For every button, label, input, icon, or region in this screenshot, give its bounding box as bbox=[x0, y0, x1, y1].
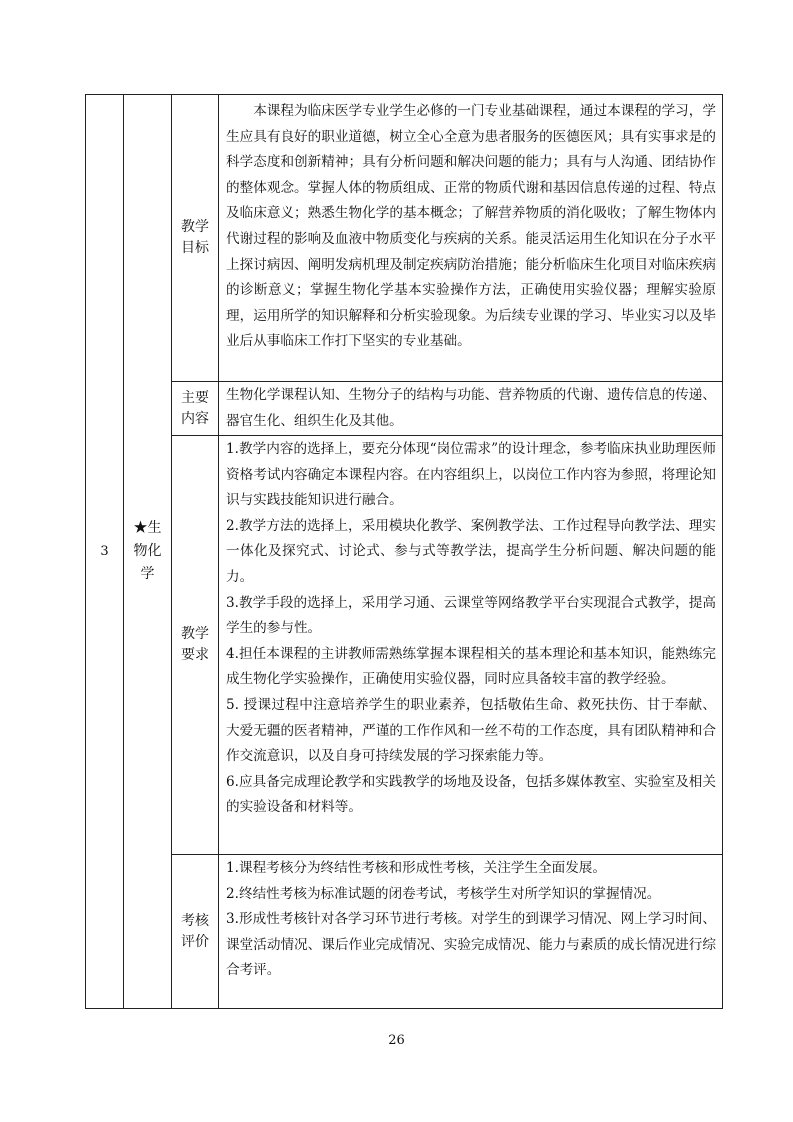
requirements-text-cell bbox=[219, 436, 723, 855]
requirement-item-3: 3.教学手段的选择上，采用学习通、云课堂等网络教学平台实现混合式教学，提高学生的参与性。 bbox=[226, 594, 716, 637]
course-table bbox=[85, 94, 723, 1009]
content-label-line-2: 内容 bbox=[181, 410, 209, 427]
course-number: 3 bbox=[100, 544, 109, 559]
course-name-cell bbox=[124, 95, 172, 1009]
assessment-item-3: 3.形成性考核针对各学习环节进行考核。对学生的到课学习情况、网上学习时间、课堂活动情况、课后作业完成情况、实验完成情况、能力与素质的成长情况进行综合考评。 bbox=[226, 911, 716, 979]
page-number: 26 bbox=[388, 1033, 405, 1048]
content-label-line-1: 主要 bbox=[181, 389, 209, 406]
requirement-item-5: 5. 授课过程中注意培养学生的职业素养，包括敬佑生命、救死扶伤、甘于奉献、大爱无疆的医者精神，严谨的工作作风和一丝不苟的工作态度，具有团队精神和合作交流意识，以及自身可持续发展的学习探索能力等。 bbox=[226, 696, 716, 765]
requirement-item-1: 1.教学内容的选择上，要充分体现“岗位需求”的设计理念，参考临床执业助理医师资格考试内容确定本课程内容。在内容组织上，以岗位工作内容为参照，将理论知识与实践技能知识进行融合。 bbox=[226, 441, 716, 509]
objectives-row bbox=[86, 95, 723, 382]
course-name-line-2: 物化 bbox=[133, 543, 162, 559]
content-text-cell bbox=[219, 382, 723, 436]
assessment-item-1: 1.课程考核分为终结性考核和形成性考核，关注学生全面发展。 bbox=[226, 860, 606, 876]
requirement-item-6: 6.应具备完成理论教学和实践教学的场地及设备，包括多媒体教室、实验室及相关的实验设备和材料等。 bbox=[226, 773, 716, 816]
course-name-line-3: 学 bbox=[140, 566, 155, 582]
requirement-item-2: 2.教学方法的选择上，采用模块化教学、案例教学法、工作过程导向教学法、理实一体化及探究式、讨论式、参与式等教学法，提高学生分析问题、解决问题的能力。 bbox=[226, 517, 716, 585]
assessment-item-2: 2.终结性考核为标准试题的闭卷考试，考核学生对所学知识的掌握情况。 bbox=[226, 885, 661, 902]
requirement-item-4: 4.担任本课程的主讲教师需熟练掌握本课程相关的基本理论和基本知识，能熟练完成生物化学实验操作，正确使用实验仪器，同时应具备较丰富的教学经验。 bbox=[226, 645, 716, 688]
objectives-label-line-1: 教学 bbox=[181, 219, 209, 235]
course-number-cell bbox=[86, 95, 124, 1009]
assessment-text-cell bbox=[219, 855, 723, 1009]
objectives-text: 本课程为临床医学专业学生必修的一门专业基础课程，通过本课程的学习，学生应具有良好的职业道德，树立全心全意为患者服务的医德医风；具有实事求是的科学态度和创新精神；具有分析问题和解决问题的能力；具有与人沟通、团结协作的整体观念。掌握人体的物质组成、正常的物质代谢和基因信息传递的过程、特点及临床意义；熟悉生物化学的基本概念；了解营养物质的消化吸收；了解生物体内代谢过程的影响及血液中物质变化与疾病的关系。能灵活运用生化知识在分子水平上探讨病因、阐明发病机理及制定疾病防治措施；能分析临床生化项目对临床疾病的诊断意义；掌握生物化学基本实验操作方法，正确使用实验仪器；理解实验原理，运用所学的知识解释和分析实验现象。为后续专业课的学习、毕业实习以及毕业后从事临床工作打下坚实的专业基础。 bbox=[226, 103, 716, 350]
content-text: 生物化学课程认知、生物分子的结构与功能、营养物质的代谢、遗传信息的传递、器官生化、组织生化及其他。 bbox=[226, 387, 716, 429]
requirements-label-cell bbox=[172, 436, 219, 855]
objectives-text-cell bbox=[219, 95, 723, 382]
requirements-label-line-2: 要求 bbox=[181, 647, 209, 663]
content-row bbox=[86, 382, 723, 436]
requirements-label-line-1: 教学 bbox=[181, 626, 209, 642]
objectives-label-line-2: 目标 bbox=[181, 240, 209, 256]
requirements-row bbox=[86, 436, 723, 855]
course-name-line-1: ★生 bbox=[133, 520, 162, 536]
assessment-label-line-1: 考核 bbox=[181, 912, 209, 929]
assessment-label-cell bbox=[172, 855, 219, 1009]
assessment-label-line-2: 评价 bbox=[181, 933, 209, 950]
content-label-cell bbox=[172, 382, 219, 436]
objectives-label-cell bbox=[172, 95, 219, 382]
assessment-row bbox=[86, 855, 723, 1009]
